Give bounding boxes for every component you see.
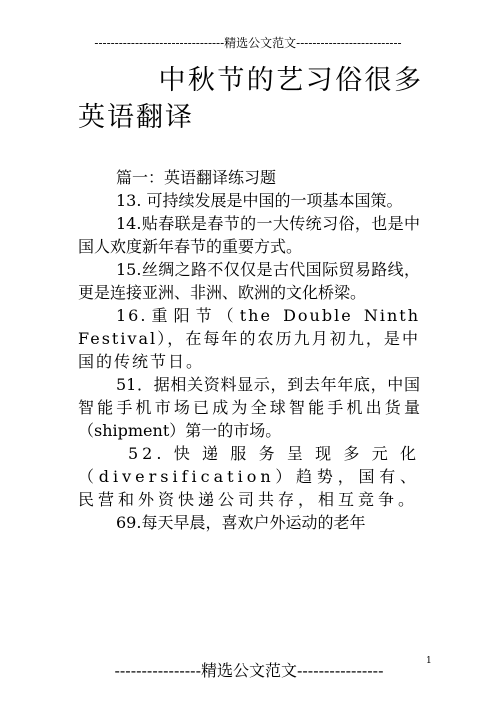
document-title [78,62,423,136]
title-text: 中秋节的艺习俗很多英语翻译 [78,65,423,133]
paragraph-item-14: 14.贴春联是春节的一大传统习俗，也是中国人欢度新年春节的重要方式。 [78,214,420,256]
paragraph-item-51: 51．据相关资料显示，到去年年底，中国智能手机市场已成为全球智能手机出货量（shipment）第一的市场。 [78,375,420,440]
paragraph-item-13: 13. 可持续发展是中国的一项基本国策。 [116,191,403,210]
page-number: 1 [426,656,432,666]
paragraph-item-69: 69.每天早晨，喜欢户外运动的老年 [116,513,366,532]
paragraph-item-16: 16.重阳节（the Double Ninth Festival），在每年的农历九月初九，是中国的传统节日。 [78,306,420,371]
document-body [78,166,420,534]
page-footer: ----------------精选公文范文---------------- [114,661,384,680]
paragraph-item-15: 15.丝绸之路不仅仅是古代国际贸易路线，更是连接亚洲、非洲、欧洲的文化桥梁。 [78,260,420,302]
page-header: --------------------------------精选公文范文-------------------------- [94,36,402,50]
paragraph-item-52: 52.快递服务呈现多元化（diversification）趋势，国有、民营和外资快递公司共存，相互竞争。 [78,444,420,509]
paragraph-section-heading: 篇一：英语翻译练习题 [116,168,277,187]
